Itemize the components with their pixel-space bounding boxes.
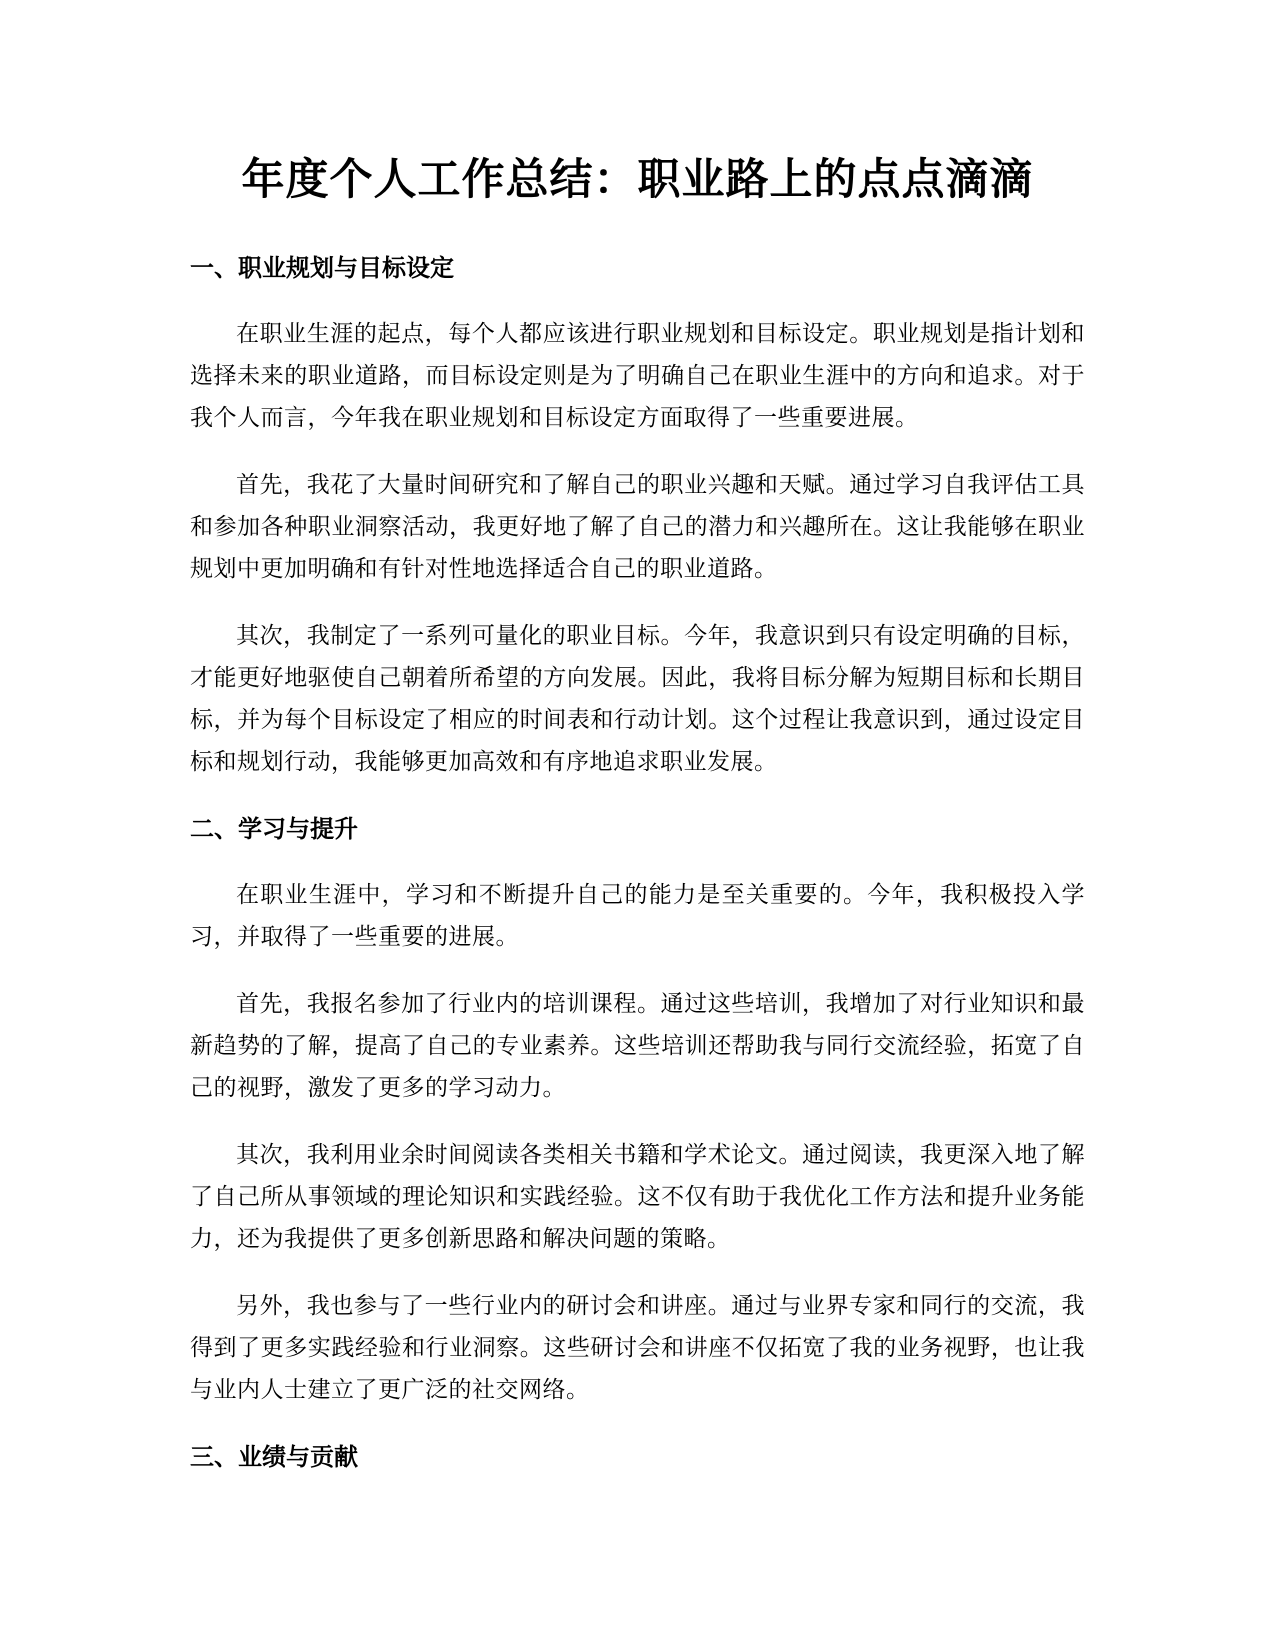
paragraph: 另外，我也参与了一些行业内的研讨会和讲座。通过与业界专家和同行的交流，我得到了更多实践经验和行业洞察。这些研讨会和讲座不仅拓宽了我的业务视野，也让我与业内人士建立了更广泛的社交网络。 [190,1293,1085,1403]
paragraph: 首先，我报名参加了行业内的培训课程。通过这些培训，我增加了对行业知识和最新趋势的了解，提高了自己的专业素养。这些培训还帮助我与同行交流经验，拓宽了自己的视野，激发了更多的学习动力。 [190,991,1085,1101]
section-learning [190,811,1085,1411]
section-achievements [190,1439,1085,1475]
paragraph: 其次，我制定了一系列可量化的职业目标。今年，我意识到只有设定明确的目标，才能更好地驱使自己朝着所希望的方向发展。因此，我将目标分解为短期目标和长期目标，并为每个目标设定了相应的时间表和行动计划。这个过程让我意识到，通过设定目标和规划行动，我能够更加高效和有序地追求职业发展。 [190,623,1085,775]
section-heading: 二、学习与提升 [190,815,358,843]
paragraph: 其次，我利用业余时间阅读各类相关书籍和学术论文。通过阅读，我更深入地了解了自己所从事领域的理论知识和实践经验。这不仅有助于我优化工作方法和提升业务能力，还为我提供了更多创新思路和解决问题的策略。 [190,1142,1085,1252]
section-heading: 三、业绩与贡献 [190,1443,358,1471]
section-heading: 一、职业规划与目标设定 [190,254,454,282]
paragraph: 首先，我花了大量时间研究和了解自己的职业兴趣和天赋。通过学习自我评估工具和参加各种职业洞察活动，我更好地了解了自己的潜力和兴趣所在。这让我能够在职业规划中更加明确和有针对性地选择适合自己的职业道路。 [190,472,1085,582]
section-career-planning [190,250,1085,783]
document-title: 年度个人工作总结：职业路上的点点滴滴 [241,155,1034,205]
paragraph: 在职业生涯的起点，每个人都应该进行职业规划和目标设定。职业规划是指计划和选择未来的职业道路，而目标设定则是为了明确自己在职业生涯中的方向和追求。对于我个人而言，今年我在职业规划和目标设定方面取得了一些重要进展。 [190,321,1085,431]
paragraph: 在职业生涯中，学习和不断提升自己的能力是至关重要的。今年，我积极投入学习，并取得了一些重要的进展。 [190,882,1085,950]
